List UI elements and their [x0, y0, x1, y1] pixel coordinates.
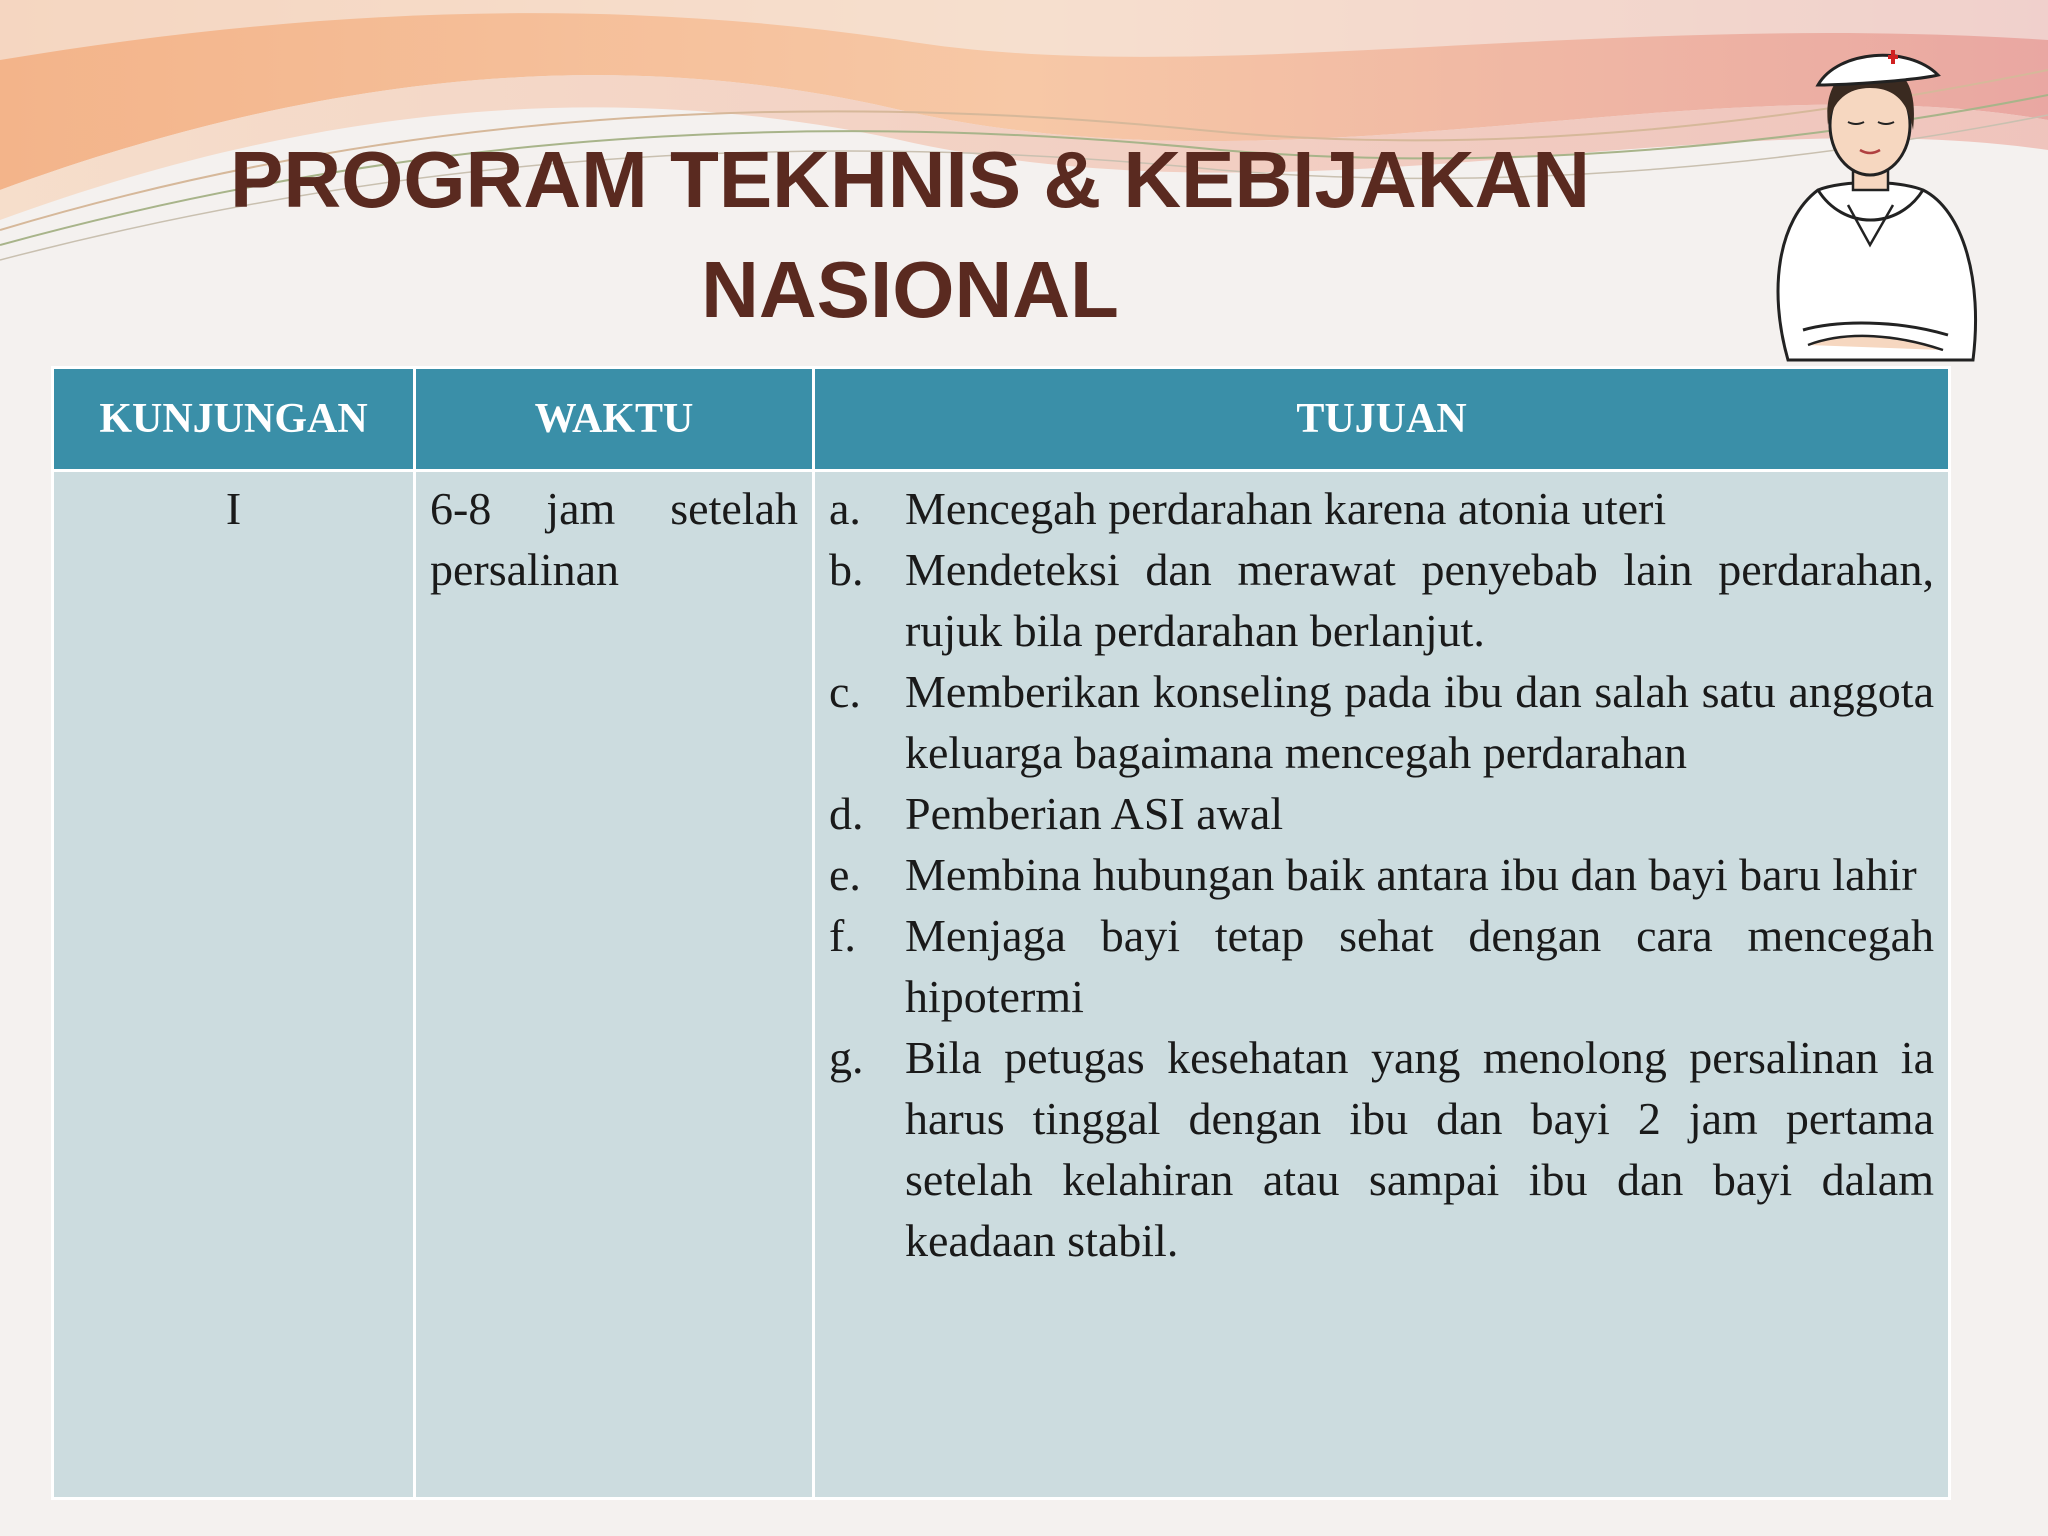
title-line-1: PROGRAM TEKHNIS & KEBIJAKAN NASIONAL [229, 135, 1591, 334]
visit-table-container [51, 366, 1951, 1500]
list-item [829, 844, 1934, 905]
list-marker: g. [829, 1032, 864, 1083]
cell-waktu: 6-8 jam setelah persalinan [416, 472, 812, 1497]
list-item [829, 783, 1934, 844]
list-item [829, 478, 1934, 539]
header-tujuan: TUJUAN [815, 369, 1948, 469]
table-header-row [54, 369, 1948, 469]
list-marker: d. [829, 788, 864, 839]
list-text: Pemberian ASI awal [905, 788, 1284, 839]
list-item [829, 905, 1934, 1027]
list-text: Mencegah perdarahan karena atonia uteri [905, 483, 1667, 534]
list-text: Mendeteksi dan merawat penyebab lain perdarahan, rujuk bila perdarahan berlanjut. [905, 544, 1934, 656]
list-item [829, 1027, 1934, 1271]
list-marker: b. [829, 544, 864, 595]
nurse-illustration-icon [1748, 30, 1993, 370]
list-marker: c. [829, 666, 861, 717]
list-text: Menjaga bayi tetap sehat dengan cara mencegah hipotermi [905, 910, 1934, 1022]
list-item [829, 661, 1934, 783]
table-row [54, 472, 1948, 1497]
header-kunjungan: KUNJUNGAN [54, 369, 413, 469]
visit-table [51, 366, 1951, 1500]
list-marker: a. [829, 483, 861, 534]
header-waktu: WAKTU [416, 369, 812, 469]
tujuan-list [829, 478, 1934, 1271]
list-marker: e. [829, 849, 861, 900]
cell-kunjungan: I [54, 472, 413, 1497]
list-item [829, 539, 1934, 661]
list-text: Membina hubungan baik antara ibu dan bayi baru lahir [905, 849, 1917, 900]
cell-tujuan [815, 472, 1948, 1497]
list-text: Memberikan konseling pada ibu dan salah satu anggota keluarga bagaimana mencegah perdarahan [905, 666, 1934, 778]
list-text: Bila petugas kesehatan yang menolong persalinan ia harus tinggal dengan ibu dan bayi 2 jam pertama setelah kelahiran atau sampai ibu dan bayi dalam keadaan stabil. [905, 1032, 1934, 1266]
list-marker: f. [829, 910, 856, 961]
